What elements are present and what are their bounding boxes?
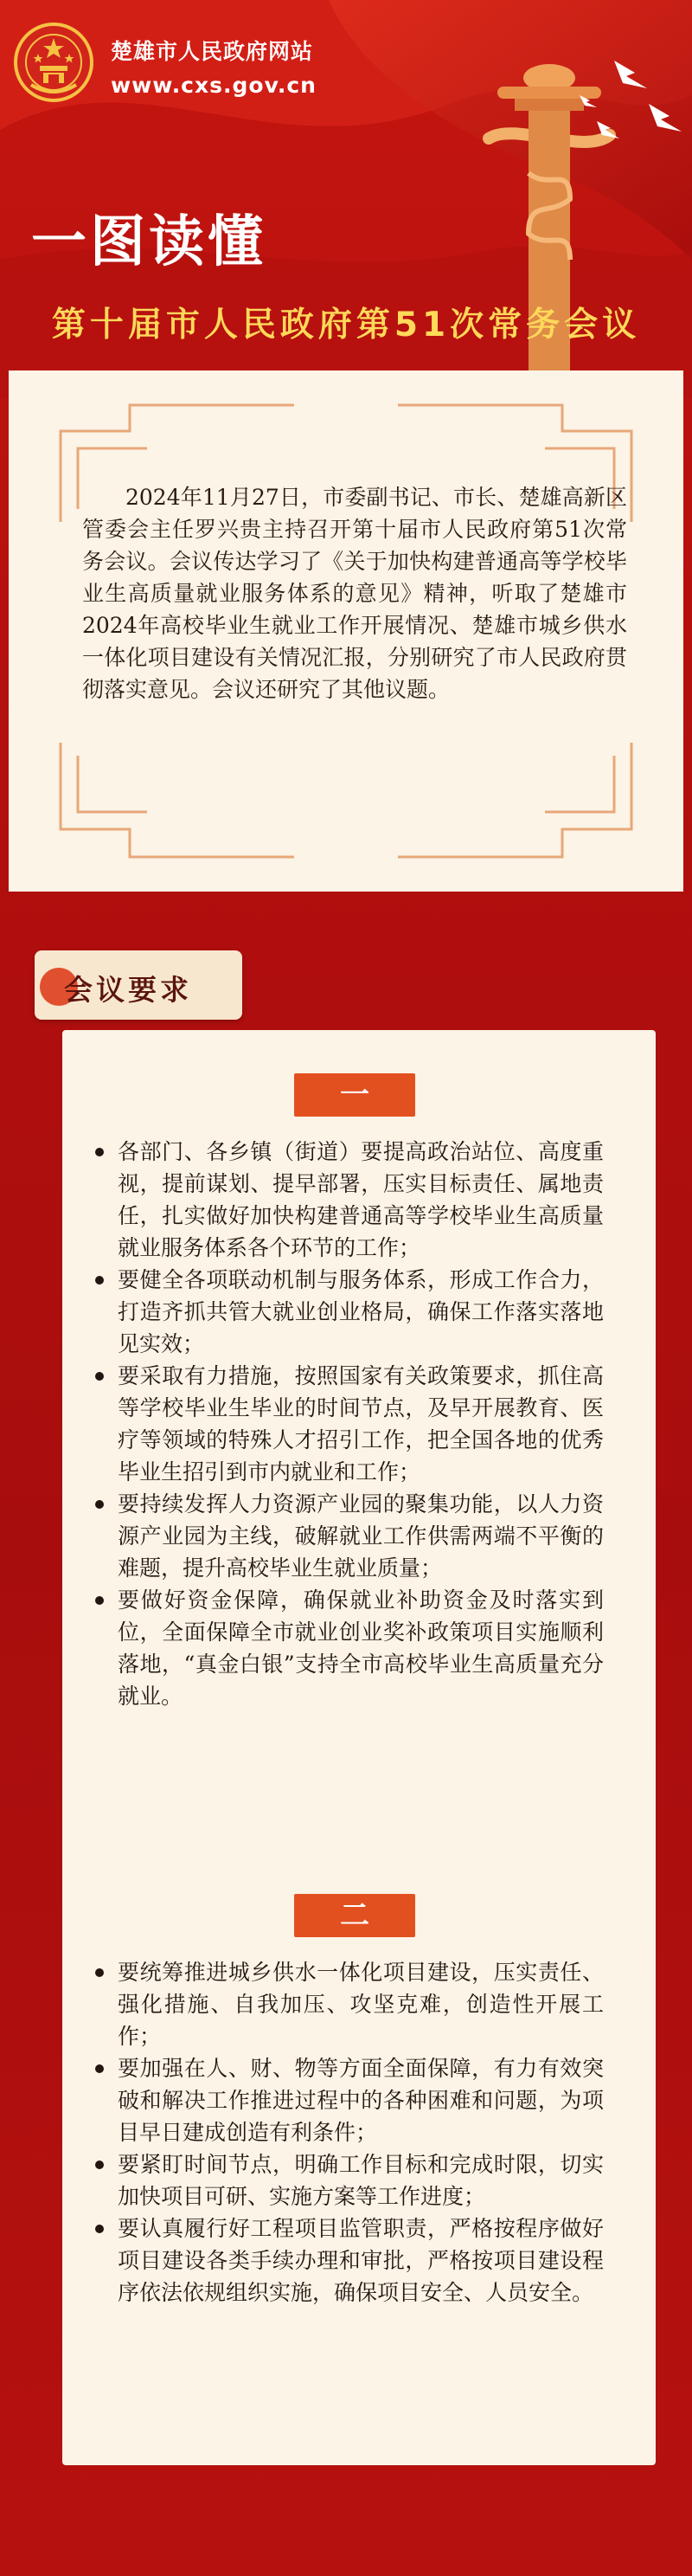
list-item: 要健全各项联动机制与服务体系，形成工作合力，打造齐抓共管大就业创业格局，确保工作落实落地见实效； [93, 1264, 604, 1360]
section-2-list [93, 1956, 604, 2309]
intro-paragraph: 2024年11月27日，市委副书记、市长、楚雄高新区管委会主任罗兴贵主持召开第十届市人民政府第51次常务会议。会议传达学习了《关于加快构建普通高等学校毕业生高质量就业服务体系的意见》精神，听取了楚雄市2024年高校毕业生就业工作开展情况、楚雄市城乡供水一体化项目建设有关情况汇报，分别研究了市人民政府贯彻落实意见。会议还研究了其他议题。 [82, 485, 627, 702]
section-number-2: 二 [294, 1894, 415, 1937]
list-item: 要认真履行好工程项目监管职责，严格按程序做好项目建设各类手续办理和审批，严格按项目建设程序依法依规组织实施，确保项目安全、人员安全。 [93, 2212, 604, 2309]
list-item: 要紧盯时间节点，明确工作目标和完成时限，切实加快项目可研、实施方案等工作进度； [93, 2148, 604, 2212]
section-number-1: 一 [294, 1073, 415, 1117]
site-name: 楚雄市人民政府网站 [111, 39, 314, 64]
list-item: 要统筹推进城乡供水一体化项目建设，压实责任、强化措施、自我加压、攻坚克难，创造性开展工作； [93, 1956, 604, 2052]
list-item: 要持续发挥人力资源产业园的聚集功能，以人力资源产业园为主线，破解就业工作供需两端不平衡的难题，提升高校毕业生就业质量； [93, 1488, 604, 1584]
sub-title: 第十届市人民政府第51次常务会议 [51, 306, 641, 345]
site-url[interactable]: www.cxs.gov.cn [111, 73, 317, 98]
list-item: 各部门、各乡镇（街道）要提高政治站位、高度重视，提前谋划、提早部署，压实目标责任、属地责任，扎实做好加快构建普通高等学校毕业生高质量就业服务体系各个环节的工作； [93, 1136, 604, 1264]
list-item: 要加强在人、财、物等方面全面保障，有力有效突破和解决工作推进过程中的各种困难和问题，为项目早日建成创造有利条件； [93, 2052, 604, 2148]
section-1-list [93, 1136, 604, 1712]
requirements-title: 会议要求 [64, 973, 192, 1007]
list-item: 要采取有力措施，按照国家有关政策要求，抓住高等学校毕业生毕业的时间节点，及早开展教育、医疗等领域的特殊人才招引工作，把全国各地的优秀毕业生招引到市内就业和工作； [93, 1360, 604, 1488]
list-item: 要做好资金保障，确保就业补助资金及时落实到位，全面保障全市就业创业奖补政策项目实施顺利落地，“真金白银”支持全市高校毕业生高质量充分就业。 [93, 1584, 604, 1712]
dove-icon [562, 43, 692, 156]
national-emblem-icon [14, 23, 93, 102]
main-title: 一图读懂 [31, 210, 266, 274]
